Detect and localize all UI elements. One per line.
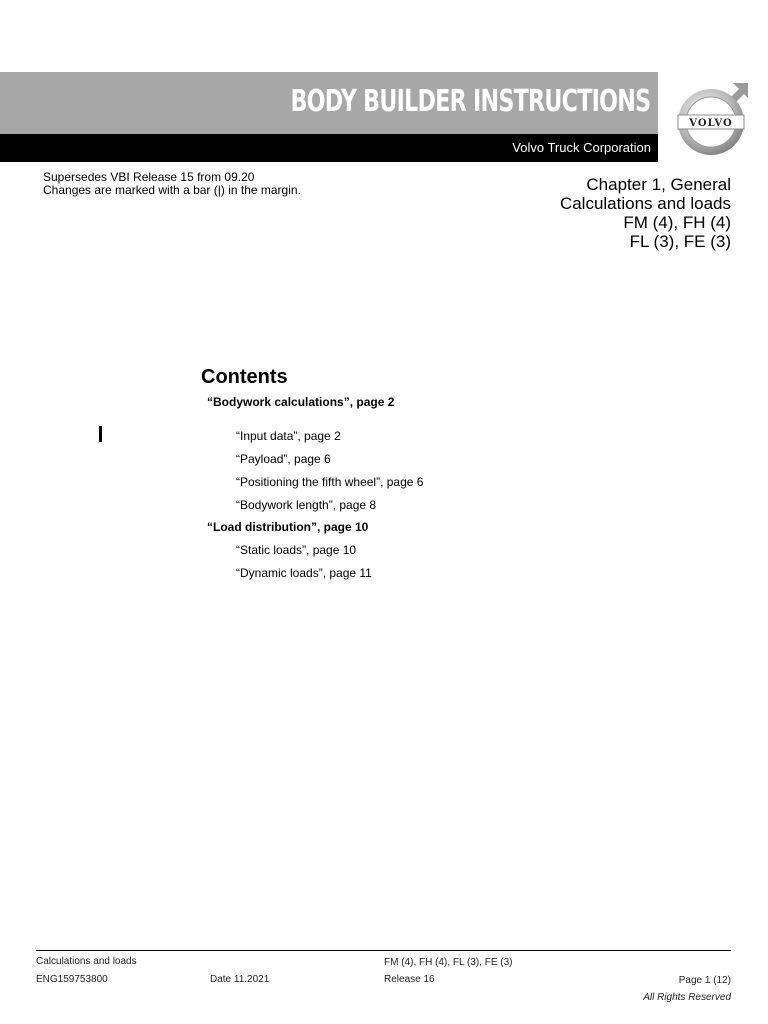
footer-rights: All Rights Reserved <box>643 992 731 1003</box>
footer-date: Date 11.2021 <box>210 974 270 985</box>
footer-topic: Calculations and loads <box>36 956 137 967</box>
chapter-title: Chapter 1, General <box>586 175 731 194</box>
supersedes-notice <box>43 171 301 197</box>
toc-item-dynamic-loads[interactable]: “Dynamic loads”, page 11 <box>236 566 372 580</box>
chapter-models-1: FM (4), FH (4) <box>623 213 731 232</box>
header-band <box>0 72 658 134</box>
contents-title: Contents <box>201 366 288 388</box>
toc-item-bodywork-length[interactable]: “Bodywork length”, page 8 <box>236 498 377 512</box>
svg-text:VOLVO: VOLVO <box>689 118 733 129</box>
changes-line: Changes are marked with a bar (|) in the margin. <box>43 183 301 197</box>
volvo-logo <box>673 80 753 160</box>
footer-doc-number: ENG159753800 <box>36 974 108 985</box>
toc-item-bodywork-calculations[interactable]: “Bodywork calculations”, page 2 <box>207 395 395 409</box>
corporation-name: Volvo Truck Corporation <box>512 140 651 155</box>
change-bar <box>99 426 102 442</box>
supersedes-line: Supersedes VBI Release 15 from 09.20 <box>43 170 255 184</box>
footer-release: Release 16 <box>384 974 435 985</box>
document-title: BODY BUILDER INSTRUCTIONS <box>290 84 650 119</box>
footer-models: FM (4), FH (4), FL (3), FE (3) <box>384 957 513 968</box>
corporation-band <box>0 134 658 162</box>
chapter-heading <box>560 175 731 251</box>
footer-page-number: Page 1 (12) <box>678 975 731 986</box>
toc-item-input-data[interactable]: “Input data”, page 2 <box>236 429 341 443</box>
chapter-subtitle: Calculations and loads <box>559 194 731 213</box>
toc-item-payload[interactable]: “Payload”, page 6 <box>236 452 331 466</box>
toc-item-fifth-wheel[interactable]: “Positioning the fifth wheel”, page 6 <box>236 475 424 489</box>
chapter-models-2: FL (3), FE (3) <box>629 232 731 251</box>
footer-divider <box>36 950 731 951</box>
toc-item-load-distribution[interactable]: “Load distribution”, page 10 <box>207 520 369 534</box>
toc-item-static-loads[interactable]: “Static loads”, page 10 <box>236 543 357 557</box>
